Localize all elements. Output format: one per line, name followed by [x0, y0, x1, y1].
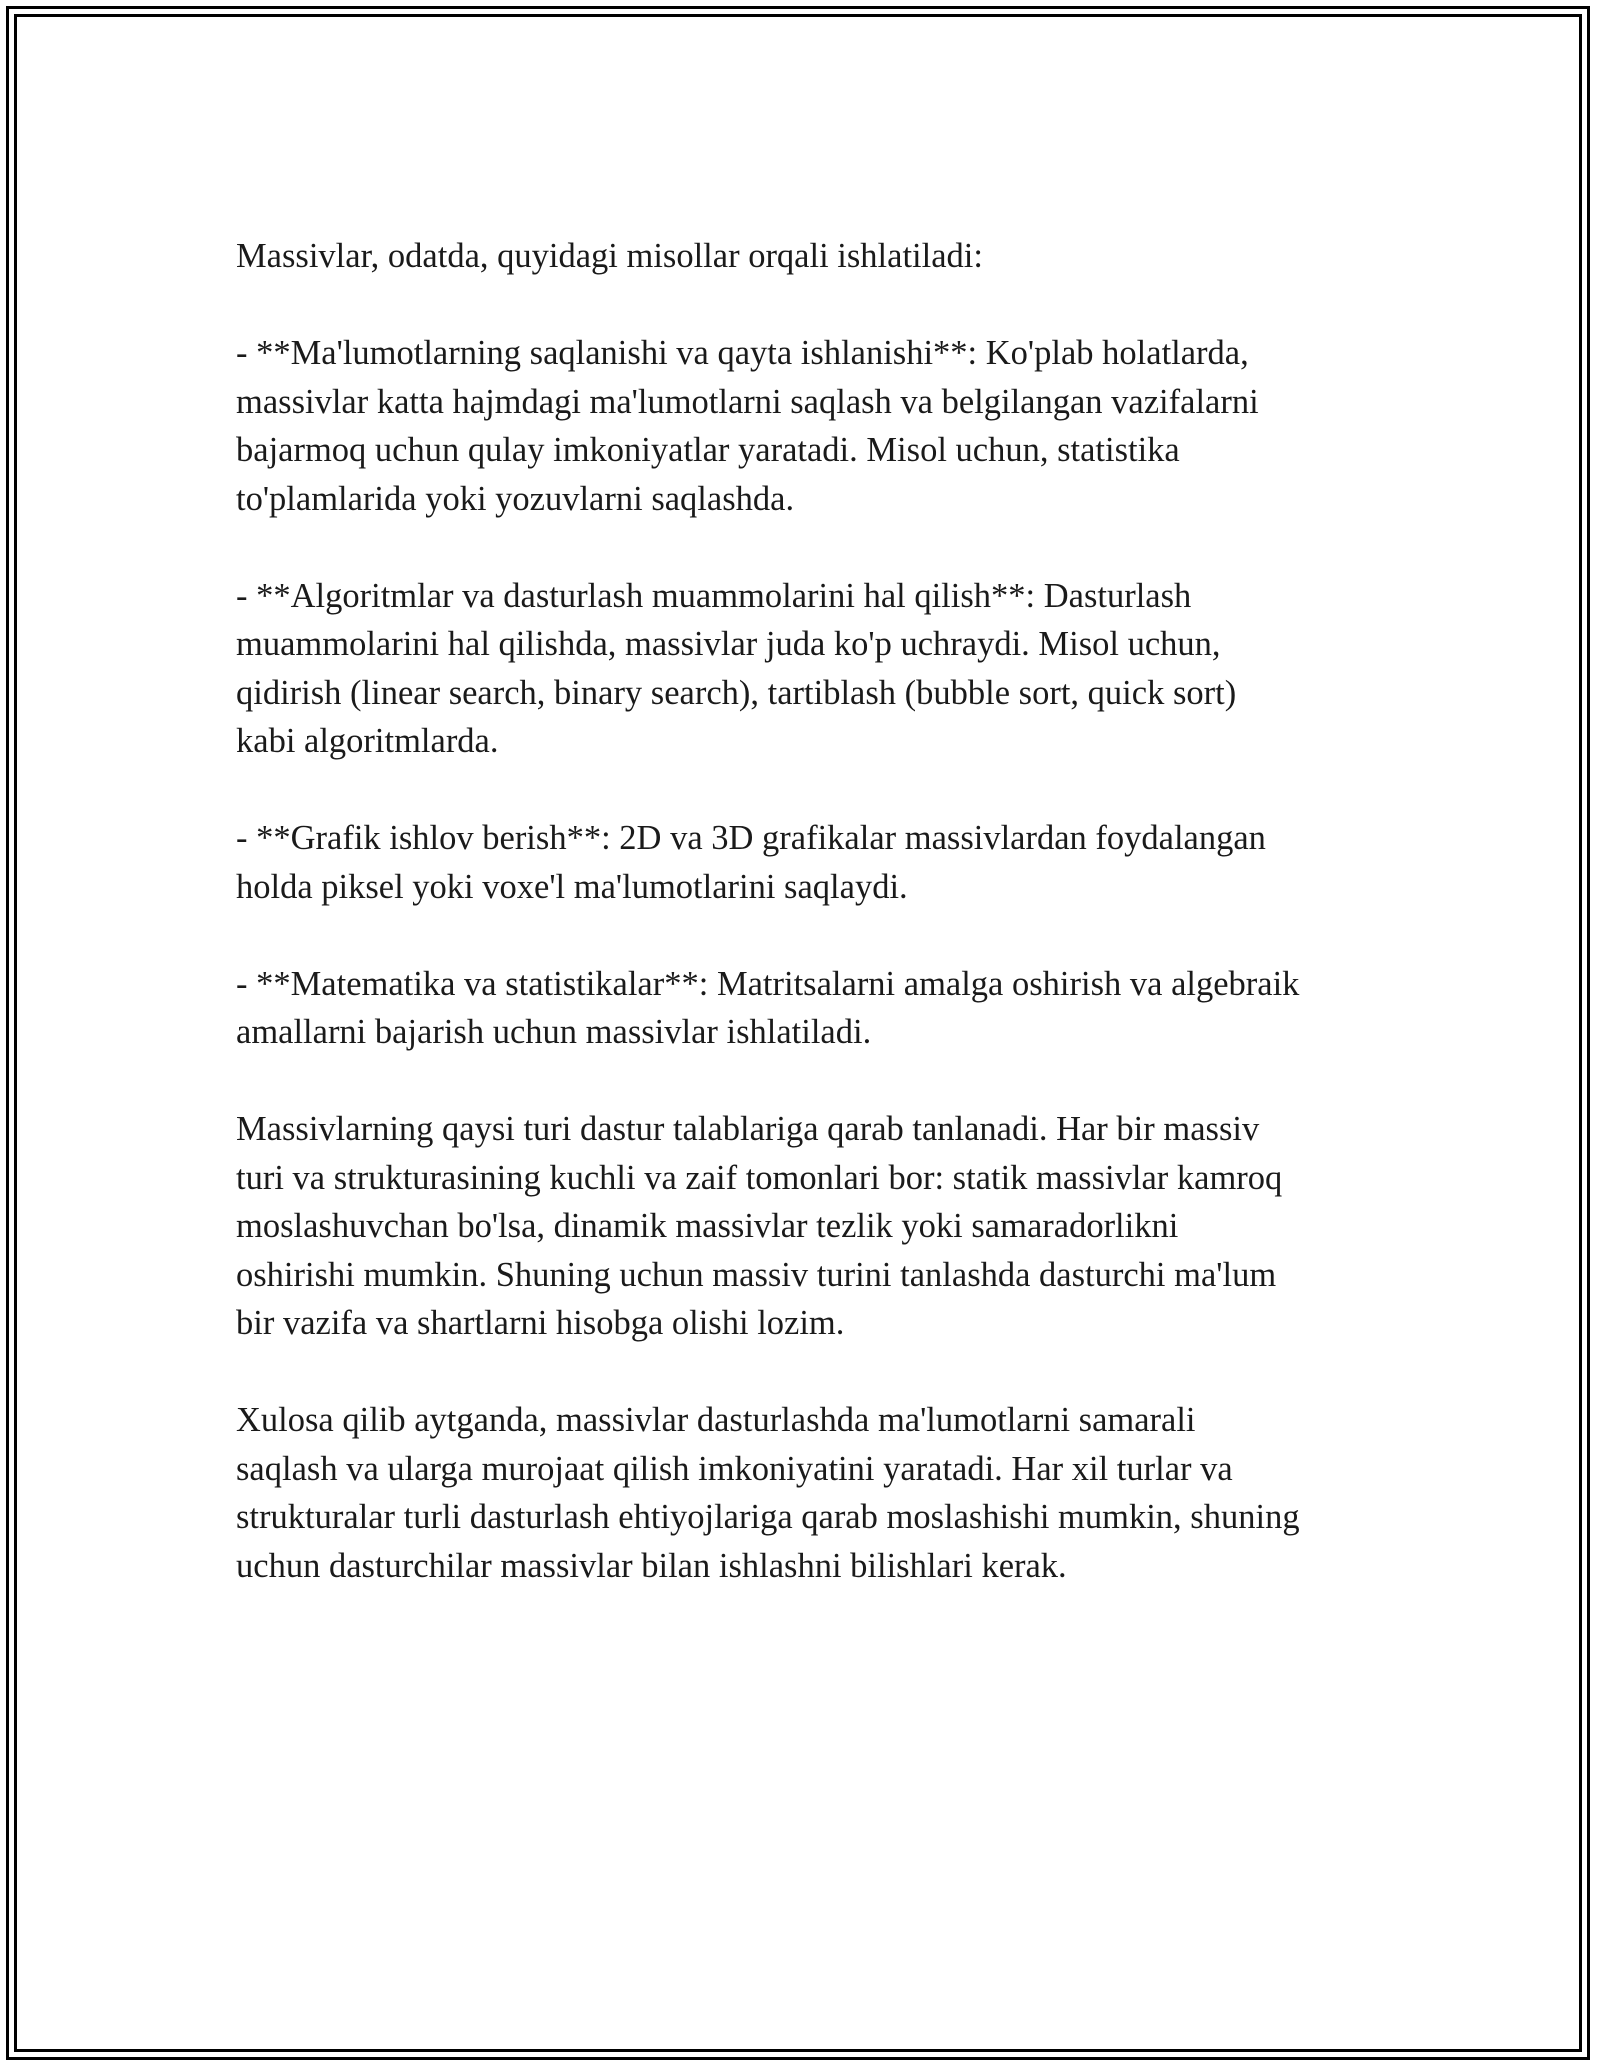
bullet-math: [236, 960, 1386, 1057]
text-line: bir vazifa va shartlarni hisobga olishi lozim.: [236, 1304, 845, 1342]
text-line: turi va strukturasining kuchli va zaif tomonlari bor: statik massivlar kamroq: [236, 1158, 1283, 1197]
text-line: oshirishi mumkin. Shuning uchun massiv turini tanlashda dasturchi ma'lum: [236, 1255, 1277, 1294]
bullet-data-storage: [236, 329, 1386, 523]
text-line: to'plamlarida yoki yozuvlarni saqlashda.: [236, 479, 795, 518]
text-line: strukturalar turli dasturlash ehtiyojlariga qarab moslashishi mumkin, shuning: [236, 1498, 1300, 1536]
text-line: - **Algoritmlar va dasturlash muammolarini hal qilish**: Dasturlash: [236, 576, 1192, 615]
text-line: qidirish (linear search, binary search), tartiblash (bubble sort, quick sort): [236, 673, 1237, 712]
text-line: kabi algoritmlarda.: [236, 722, 499, 760]
text-line: massivlar katta hajmdagi ma'lumotlarni saqlash va belgilangan vazifalarni: [236, 382, 1259, 421]
conclusion-paragraph: [236, 1396, 1386, 1590]
text-line: - **Grafik ishlov berish**: 2D va 3D grafikalar massivlardan foydalangan: [236, 819, 1266, 857]
text-line: Xulosa qilib aytganda, massivlar dasturlashda ma'lumotlarni samarali: [236, 1401, 1196, 1439]
text-line: saqlash va ularga murojaat qilish imkoniyatini yaratadi. Har xil turlar va: [236, 1449, 1233, 1488]
text-line: amallarni bajarish uchun massivlar ishlatiladi.: [236, 1013, 872, 1051]
bullet-algorithms: [236, 572, 1386, 766]
bullet-graphics: [236, 814, 1386, 911]
text-line: Massivlar, odatda, quyidagi misollar orqali ishlatiladi:: [236, 237, 983, 275]
document-body: [236, 232, 1386, 1639]
text-line: bajarmoq uchun qulay imkoniyatlar yaratadi. Misol uchun, statistika: [236, 431, 1180, 469]
text-line: - **Matematika va statistikalar**: Matritsalarni amalga oshirish va algebraik: [236, 964, 1300, 1003]
text-line: Massivlarning qaysi turi dastur talablariga qarab tanlanadi. Har bir massiv: [236, 1110, 1260, 1148]
text-line: - **Ma'lumotlarning saqlanishi va qayta ishlanishi**: Ko'plab holatlarda,: [236, 334, 1249, 372]
text-line: uchun dasturchilar massivlar bilan ishlashni bilishlari kerak.: [236, 1546, 1067, 1585]
array-type-paragraph: [236, 1105, 1386, 1348]
text-line: holda piksel yoki voxe'l ma'lumotlarini saqlaydi.: [236, 867, 908, 906]
text-line: muammolarini hal qilishda, massivlar juda ko'p uchraydi. Misol uchun,: [236, 625, 1221, 663]
intro-paragraph: [236, 232, 1386, 281]
text-line: moslashuvchan bo'lsa, dinamik massivlar tezlik yoki samaradorlikni: [236, 1207, 1179, 1245]
